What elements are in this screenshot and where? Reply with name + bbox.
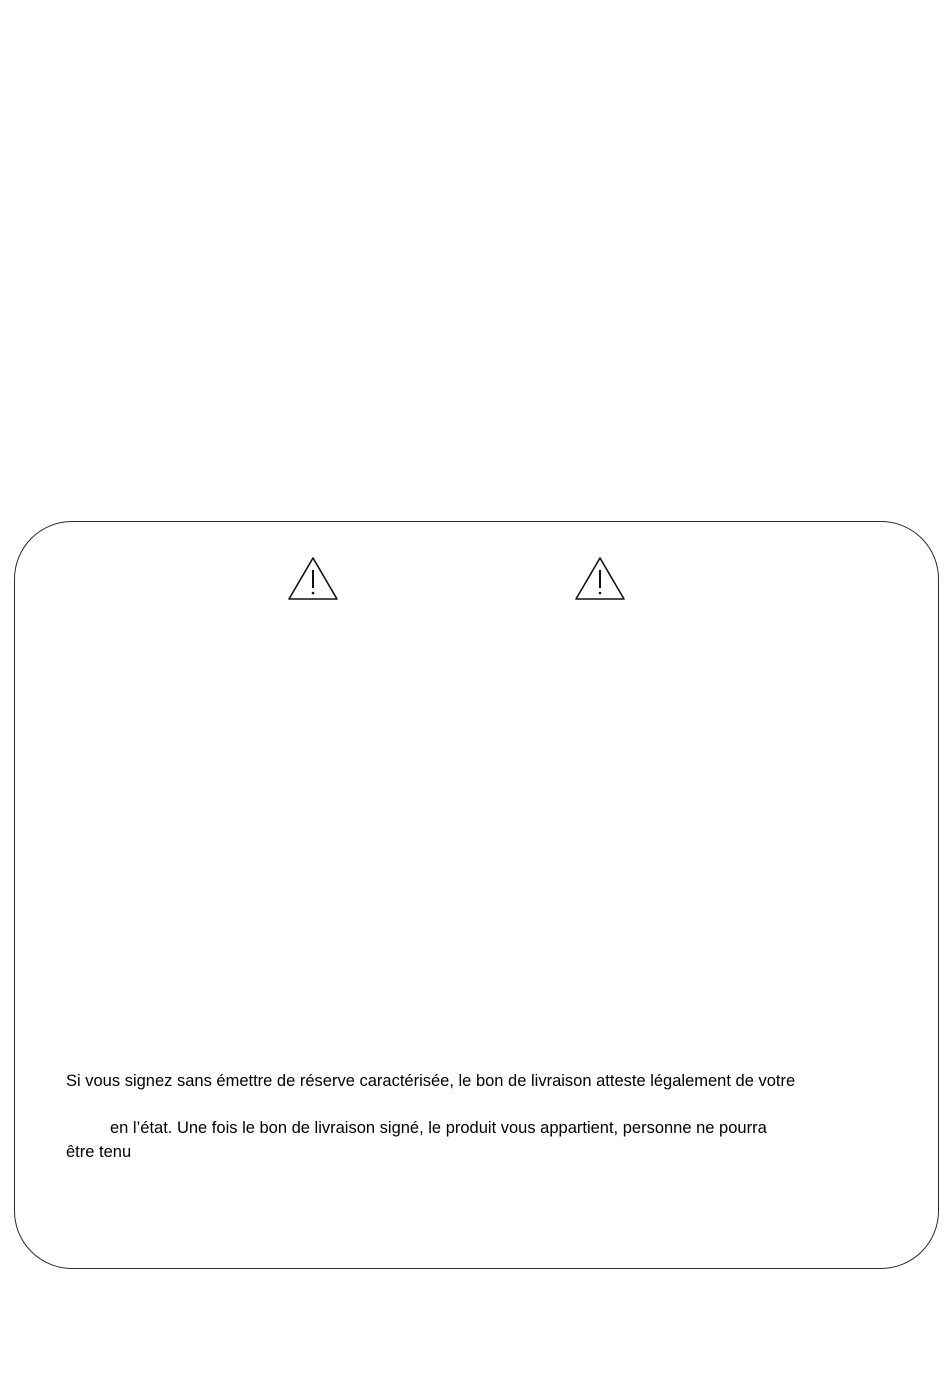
notice-text-line: être tenu [66,1143,132,1161]
notice-text-line: en l’état. Une fois le bon de livraison signé, le produit vous appartient, personne ne pourra [110,1119,767,1137]
warning-triangle-icon [574,556,626,602]
warning-triangle-icon [287,556,339,602]
notice-text-line: Si vous signez sans émettre de réserve caractérisée, le bon de livraison atteste légalement de votre [66,1072,796,1090]
